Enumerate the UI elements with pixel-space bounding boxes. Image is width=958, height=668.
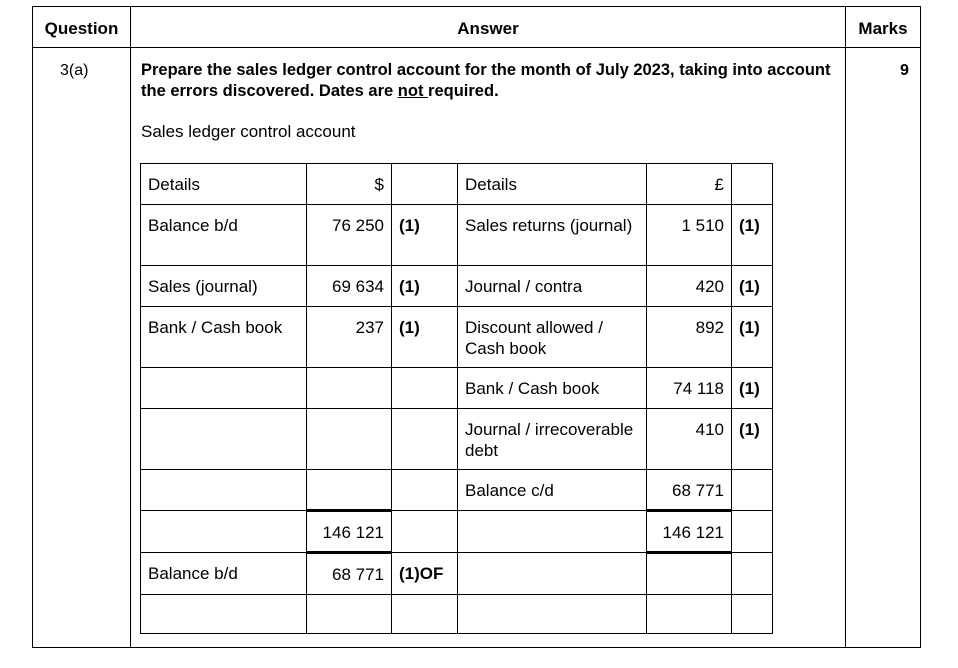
debit-mark [392,368,458,409]
credit-amount: 1 510 [647,205,732,266]
debit-mark [392,470,458,511]
empty-cell [141,595,307,634]
closing-debit-amount: 68 771 [307,553,392,595]
credit-mark: (1) [732,368,773,409]
question-prompt [141,60,841,102]
credit-mark: (1) [732,307,773,368]
closing-credit-amount [647,553,732,595]
credit-amount: 420 [647,266,732,307]
credit-mark [732,470,773,511]
credit-amount: 892 [647,307,732,368]
credit-mark-header [732,164,773,205]
ledger-row [141,409,773,470]
credit-total: 146 121 [647,511,732,553]
outer-border-bottom [32,647,921,648]
ledger-row [141,266,773,307]
credit-mark: (1) [732,409,773,470]
credit-total-mark [732,511,773,553]
empty-cell [647,595,732,634]
credit-detail: Sales returns (journal) [458,205,647,266]
debit-amount: 237 [307,307,392,368]
ledger-row [141,307,773,368]
empty-cell [307,595,392,634]
credit-detail: Discount allowed / Cash book [458,307,647,368]
ledger-row [141,368,773,409]
debit-amount: 76 250 [307,205,392,266]
question-marks: 9 [900,62,909,79]
debit-total-detail [141,511,307,553]
outer-border-right [920,6,921,648]
question-number: 3(a) [60,62,89,79]
closing-credit-mark [732,553,773,595]
ledger-header-row [141,164,773,205]
debit-amount: 69 634 [307,266,392,307]
credit-detail: Journal / irrecoverable debt [458,409,647,470]
prompt-text-end: required. [428,82,499,100]
debit-details-header: Details [141,164,307,205]
debit-mark: (1) [392,205,458,266]
closing-credit-detail [458,553,647,595]
outer-divider-question [130,6,131,648]
ledger-row [141,205,773,266]
outer-border-left [32,6,33,648]
debit-currency-header: $ [307,164,392,205]
empty-cell [392,595,458,634]
debit-amount [307,368,392,409]
prompt-text: Prepare the sales ledger control account for the month of July 2023, taking into account the errors discovered. Dates are [141,61,831,100]
debit-detail: Bank / Cash book [141,307,307,368]
outer-border-top [32,6,921,7]
credit-detail: Bank / Cash book [458,368,647,409]
credit-mark: (1) [732,266,773,307]
credit-detail: Balance c/d [458,470,647,511]
debit-amount [307,470,392,511]
credit-amount: 410 [647,409,732,470]
closing-debit-mark: (1)OF [392,553,458,595]
ledger-totals-row [141,511,773,553]
debit-detail [141,470,307,511]
ledger-closing-row [141,553,773,595]
debit-mark: (1) [392,266,458,307]
debit-detail [141,368,307,409]
marks-column-header: Marks [858,19,908,38]
credit-total-detail [458,511,647,553]
debit-detail: Sales (journal) [141,266,307,307]
question-column-header: Question [44,19,119,38]
debit-mark-header [392,164,458,205]
debit-total-mark [392,511,458,553]
debit-total: 146 121 [307,511,392,553]
prompt-underlined-word: not [397,82,429,100]
ledger-row [141,470,773,511]
debit-mark: (1) [392,307,458,368]
debit-amount [307,409,392,470]
credit-currency-header: £ [647,164,732,205]
empty-cell [732,595,773,634]
debit-mark [392,409,458,470]
ledger-empty-row [141,595,773,634]
credit-mark: (1) [732,205,773,266]
credit-detail: Journal / contra [458,266,647,307]
credit-amount: 74 118 [647,368,732,409]
credit-amount: 68 771 [647,470,732,511]
outer-divider-marks [845,6,846,648]
sales-ledger-control-account [140,163,773,634]
answer-column-header: Answer [457,19,519,38]
outer-border-header-bottom [32,47,921,48]
empty-cell [458,595,647,634]
credit-details-header: Details [458,164,647,205]
debit-detail [141,409,307,470]
debit-detail: Balance b/d [141,205,307,266]
account-title: Sales ledger control account [141,122,356,141]
closing-debit-detail: Balance b/d [141,553,307,595]
